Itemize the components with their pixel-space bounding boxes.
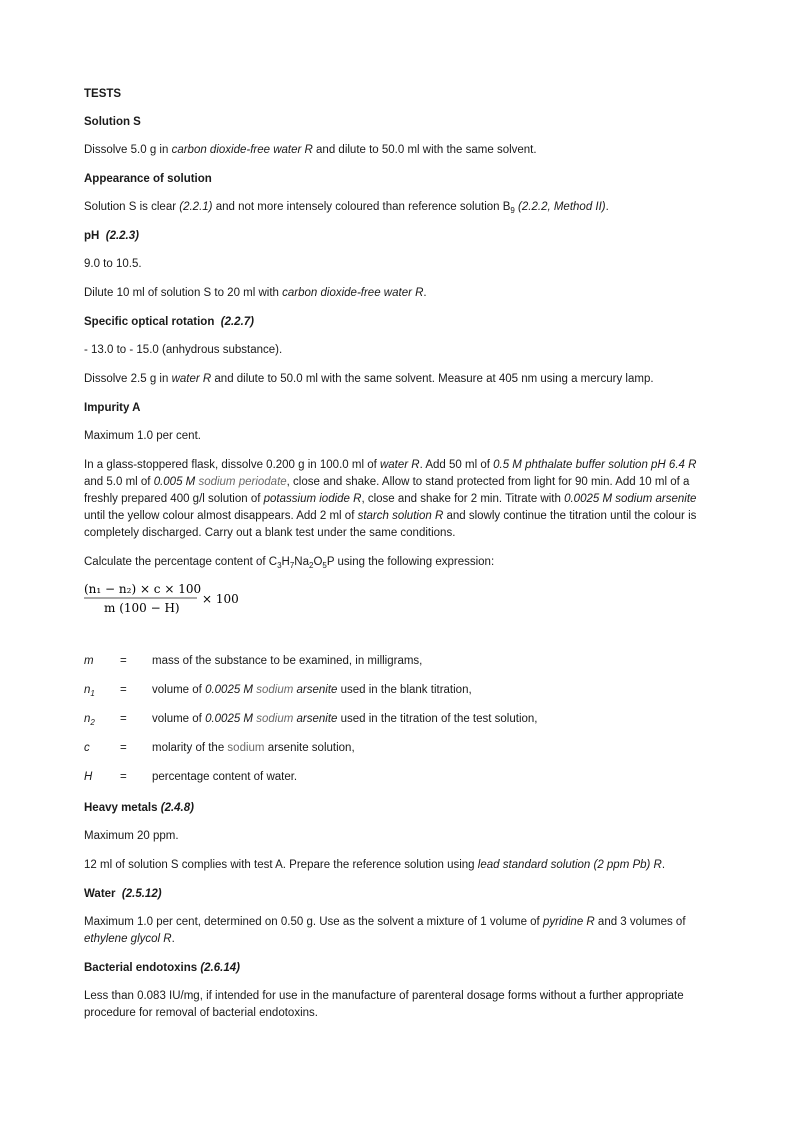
impurity-a-heading: Impurity A <box>84 402 141 414</box>
water-text: Maximum 1.0 per cent, determined on 0.50 g. Use as the solvent a mixture of 1 volume of pyridine R and 3 volumes of ethylene glycol R. <box>84 916 686 945</box>
tests-heading: TESTS <box>84 88 122 100</box>
endotoxins-heading: Bacterial endotoxins (2.6.14) <box>84 962 240 974</box>
impurity-a-procedure: In a glass-stoppered flask, dissolve 0.200 g in 100.0 ml of water R. Add 50 ml of 0.5 M phthalate buffer solution pH 6.4 R and 5.0 ml of 0.005 M sodium periodate, close and shake. Allow to stand protected from light for 90 min. Add 10 ml of a freshly prepared 400 g/l solution of potassium iodide R, close and shake for 2 min. Titrate with 0.0025 M sodium arsenite until the yellow colour almost disappears. Add 2 ml of starch solution R and slowly continue the titration until the colour is completely discharged. Carry out a blank test under the same conditions. <box>84 459 697 539</box>
heavy-metals-text: 12 ml of solution S complies with test A. Prepare the reference solution using lead standard solution (2 ppm Pb) R. <box>84 859 666 871</box>
optical-rotation-heading: Specific optical rotation (2.2.7) <box>84 316 254 328</box>
definition-row: c = molarity of the sodium arsenite solution, <box>84 742 355 754</box>
definitions-list <box>84 655 704 800</box>
formula-multiplier: × 100 <box>202 592 239 606</box>
ph-heading: pH (2.2.3) <box>84 230 139 242</box>
solution-s-text: Dissolve 5.0 g in carbon dioxide-free water R and dilute to 50.0 ml with the same solvent. <box>84 144 537 156</box>
ph-text: Dilute 10 ml of solution S to 20 ml with carbon dioxide-free water R. <box>84 287 427 299</box>
definition-row: $n_2$ = volume of 0.0025 M sodium arsenite used in the titration of the test solution, <box>84 713 538 727</box>
definition-row: H = percentage content of water. <box>84 771 298 783</box>
impurity-a-formula <box>84 579 704 619</box>
formula-graphic <box>84 579 254 619</box>
appearance-text: Solution S is clear (2.2.1) and not more intensely coloured than reference solution $B_9$ (2.2.2, Method II). <box>84 201 609 215</box>
impurity-a-calc-intro: Calculate the percentage content of $C_3H_7Na_2O_5P$ using the following expression: <box>84 556 495 570</box>
formula-denominator: m (100 − H) <box>104 601 180 615</box>
document-page <box>84 86 704 1022</box>
heavy-metals-heading: Heavy metals (2.4.8) <box>84 802 194 814</box>
heavy-metals-limit: Maximum 20 ppm. <box>84 830 179 842</box>
definition-row: $n_1$ = volume of 0.0025 M sodium arsenite used in the blank titration, <box>84 684 472 698</box>
optical-rotation-text: Dissolve 2.5 g in water R and dilute to 50.0 ml with the same solvent. Measure at 405 nm using a mercury lamp. <box>84 373 654 385</box>
formula-numerator: (n₁ − n₂) × c × 100 <box>84 582 202 596</box>
appearance-heading: Appearance of solution <box>84 173 212 185</box>
impurity-a-limit: Maximum 1.0 per cent. <box>84 430 201 442</box>
optical-rotation-range: - 13.0 to - 15.0 (anhydrous substance). <box>84 344 283 356</box>
solution-s-heading: Solution S <box>84 116 141 128</box>
water-heading: Water (2.5.12) <box>84 888 162 900</box>
ph-range: 9.0 to 10.5. <box>84 258 142 270</box>
definition-row: m = mass of the substance to be examined, in milligrams, <box>84 655 423 667</box>
endotoxins-text: Less than 0.083 IU/mg, if intended for use in the manufacture of parenteral dosage forms without a further appropriate procedure for removal of bacterial endotoxins. <box>84 990 684 1019</box>
